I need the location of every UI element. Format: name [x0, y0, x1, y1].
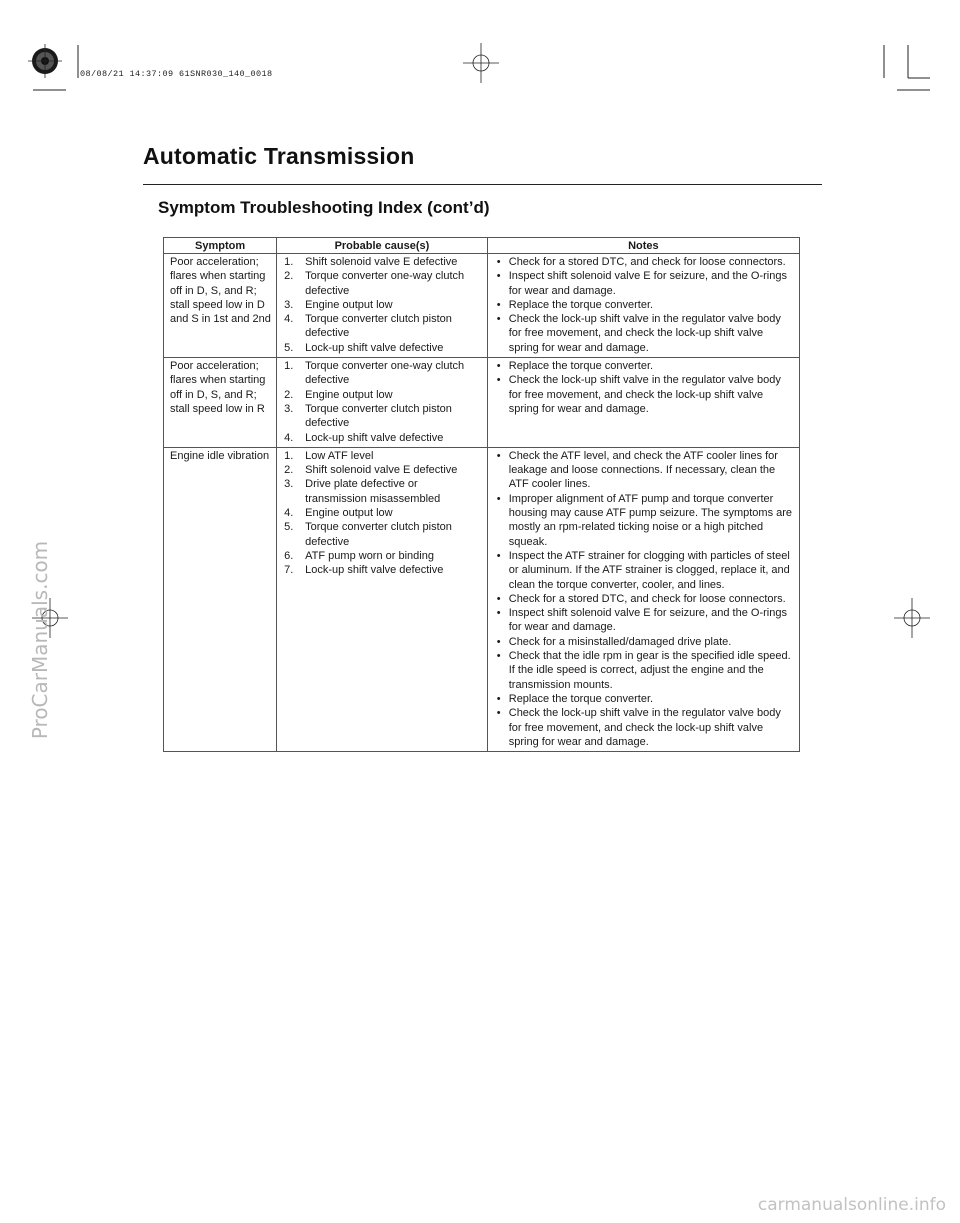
notes-list [493, 359, 794, 416]
title-rule [143, 184, 822, 185]
causes-list [282, 359, 482, 445]
causes-list [282, 449, 482, 578]
note-item: • Replace the torque converter. [496, 692, 654, 705]
note-item: • Inspect the ATF strainer for clogging with particles of steel or aluminum. If the ATF strainer is clogged, replace it, and clean the torque converter, cooler, and lines. [496, 549, 790, 591]
notes-cell [487, 358, 799, 448]
causes-cell [277, 254, 488, 358]
notes-list [493, 255, 794, 355]
causes-cell [277, 447, 488, 751]
note-item: • Check for a stored DTC, and check for loose connectors. [496, 256, 786, 268]
note-item: • Inspect shift solenoid valve E for seizure, and the O-rings for wear and damage. [496, 270, 787, 297]
causes-list [282, 255, 482, 355]
cause-item: 1. Shift solenoid valve E defective [284, 256, 458, 268]
section-title: Automatic Transmission [143, 143, 415, 169]
note-item: • Check the ATF level, and check the ATF cooler lines for leakage and loose connections. If necessary, clean the ATF cooler lines. [496, 449, 778, 491]
crop-mark-top-left [33, 45, 78, 90]
registration-target-top-left [28, 44, 62, 78]
note-item: • Check for a stored DTC, and check for loose connectors. [496, 592, 786, 605]
page-subtitle: Symptom Troubleshooting Index (cont’d) [158, 198, 490, 217]
note-item: • Check the lock-up shift valve in the regulator valve body for free movement, and check the lock-up shift valve spring for wear and damage. [496, 707, 781, 748]
symptom-cell: Poor acceleration; flares when starting off in D, S, and R; stall speed low in R [164, 358, 277, 448]
cause-item: 2. Torque converter one-way clutch defective [284, 270, 465, 297]
side-watermark: ProCarManuals.com [28, 540, 52, 740]
note-item: • Check that the idle rpm in gear is the specified idle speed. If the idle speed is correct, adjust the engine and the transmission mounts. [496, 650, 791, 691]
cause-item: 6. ATF pump worn or binding [284, 549, 434, 562]
header-probable-causes: Probable cause(s) [277, 238, 488, 254]
footer-watermark: carmanualsonline.info [757, 1195, 946, 1215]
header-notes: Notes [487, 238, 799, 254]
symptom-cell: Poor acceleration; flares when starting off in D, S, and R; stall speed low in D and S in 1st and 2nd [164, 254, 277, 358]
symptom-cell: Engine idle vibration [164, 447, 277, 751]
registration-crosshair-top-center [463, 43, 499, 83]
cause-item: 2. Shift solenoid valve E defective [284, 464, 458, 477]
notes-cell [487, 447, 799, 751]
cause-item: 5. Lock-up shift valve defective [284, 341, 444, 354]
cause-item: 3. Engine output low [284, 298, 393, 311]
causes-cell [277, 358, 488, 448]
header-symptom: Symptom [164, 238, 277, 254]
registration-crosshair-right [894, 598, 930, 638]
cause-item: 7. Lock-up shift valve defective [284, 564, 444, 577]
cause-item: 4. Torque converter clutch piston defective [284, 313, 452, 340]
note-item: • Replace the torque converter. [496, 298, 654, 311]
notes-list [493, 449, 794, 749]
cause-item: 4. Engine output low [284, 507, 393, 520]
table-row [164, 254, 800, 358]
crop-mark-top-right [884, 45, 930, 90]
note-item: • Replace the torque converter. [496, 360, 654, 373]
cause-item: 4. Lock-up shift valve defective [284, 431, 444, 444]
note-item: • Improper alignment of ATF pump and torque converter housing may cause ATF pump seizure. The symptoms are mostly an rpm-related ticking noise or a high pitched squeak. [496, 492, 793, 548]
note-item: • Check for a misinstalled/damaged drive plate. [496, 635, 732, 648]
cause-item: 5. Torque converter clutch piston defective [284, 521, 452, 548]
table-row [164, 447, 800, 751]
table-header-row [164, 238, 800, 254]
table-row [164, 358, 800, 448]
note-item: • Check the lock-up shift valve in the regulator valve body for free movement, and check the lock-up shift valve spring for wear and damage. [496, 313, 781, 354]
cause-item: 3. Drive plate defective or transmission misassembled [284, 478, 441, 505]
cause-item: 2. Engine output low [284, 388, 393, 401]
print-stamp: 08/08/21 14:37:09 61SNR030_140_0018 [80, 69, 273, 79]
symptom-troubleshooting-table [163, 237, 800, 752]
cause-item: 1. Torque converter one-way clutch defective [284, 360, 465, 387]
cause-item: 1. Low ATF level [284, 449, 374, 462]
cause-item: 3. Torque converter clutch piston defective [284, 402, 452, 430]
notes-cell [487, 254, 799, 358]
note-item: • Inspect shift solenoid valve E for seizure, and the O-rings for wear and damage. [496, 607, 787, 634]
note-item: • Check the lock-up shift valve in the regulator valve body for free movement, and check the lock-up shift valve spring for wear and damage. [496, 374, 781, 415]
